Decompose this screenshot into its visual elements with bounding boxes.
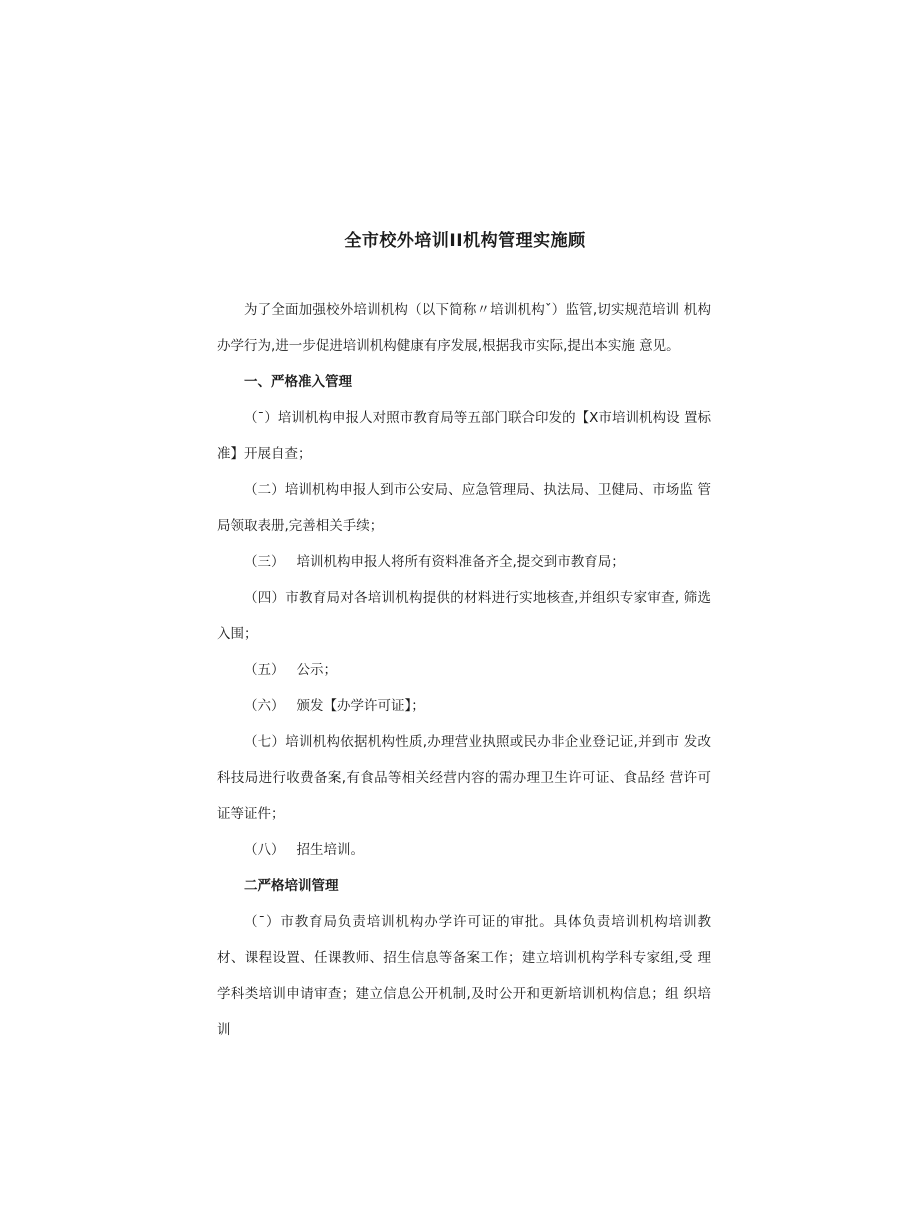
list-item (217, 400, 711, 472)
intro-paragraph: 为了全面加强校外培训机构（以下简称〃培训机构ˇ）监管,切实规范培训 机构办学行为,进一步促进培训机构健康有序发展,根据我市实际,提出本实施 意见。 (217, 302, 711, 354)
item-text: 培训机构申报人到市公安局、应急管理局、执法局、卫健局、市场监 管局领取表册,完善相关手续； (217, 482, 711, 534)
item-number: （四） (244, 590, 286, 606)
section-heading-2: 二严格培训管理 (244, 878, 339, 894)
item-number: （七） (244, 734, 286, 750)
item-text: 培训机构申报人对照市教育局等五部门联合印发的【X市培训机构设 置标准】开展自查； (217, 410, 711, 462)
item-text: 公示； (296, 662, 337, 678)
list-item (217, 472, 711, 544)
list-item (217, 832, 711, 868)
list-item (217, 904, 711, 1048)
document-body (217, 292, 711, 1048)
section-heading-1: 一、严格准入管理 (244, 374, 352, 390)
item-number: （八） (244, 842, 285, 858)
item-number: （¯） (244, 914, 281, 930)
list-item (217, 724, 711, 832)
list-item (217, 544, 711, 580)
list-item (217, 688, 711, 724)
item-text: 培训机构申报人将所有资料准备齐全,提交到市教育局； (296, 554, 625, 570)
item-number: （五） (244, 662, 285, 678)
item-number: （三） (244, 554, 285, 570)
item-number: （六） (244, 698, 285, 714)
item-text: 市教育局对各培训机构提供的材料进行实地核查,并组织专家审查, 筛选入围； (217, 590, 712, 642)
item-text: 颁发【办学许可证】； (296, 698, 425, 714)
list-item (217, 580, 711, 652)
list-item (217, 652, 711, 688)
item-number: （二） (244, 482, 285, 498)
item-number: （¯） (244, 410, 278, 426)
item-text: 培训机构依据机构性质,办理营业执照或民办非企业登记证,并到市 发改科技局进行收费备案,有食品等相关经营内容的需办理卫生许可证、食品经 营许可证等证件； (217, 734, 712, 822)
document-title: 全市校外培训II机构管理实施顾 (344, 231, 586, 251)
item-text: 市教育局负责培训机构办学许可证的审批。具体负责培训机构培训教 材、课程设置、任课教师、招生信息等备案工作；建立培训机构学科专家组,受 理学科类培训申请审查；建立信息公开机制,及时公开和更新培训机构信息；组 织培训 (217, 914, 712, 1038)
item-text: 招生培训。 (296, 842, 364, 858)
